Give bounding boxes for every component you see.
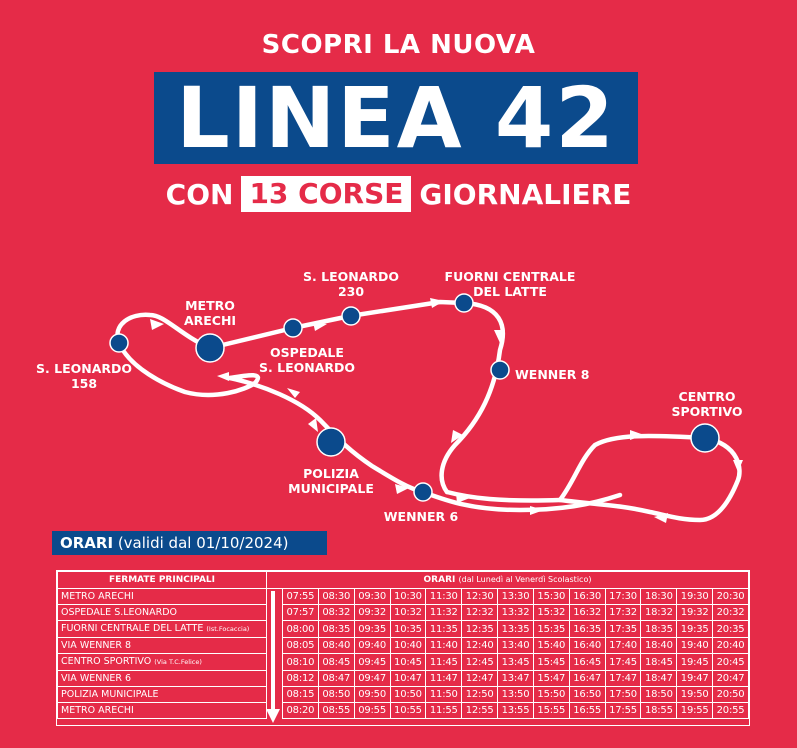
time-cell: 20:47	[713, 671, 749, 687]
arrow-14	[217, 372, 229, 381]
schedule-banner-validity: (validi dal 01/10/2024)	[117, 534, 289, 552]
time-cell: 19:30	[677, 589, 713, 605]
time-cell: 13:50	[498, 687, 534, 703]
stop-label-ospedale: OSPEDALE S. LEONARDO	[259, 345, 355, 375]
time-cell: 20:55	[713, 703, 749, 719]
stop-name: OSPEDALE S.LEONARDO	[61, 607, 178, 618]
time-cell: 19:55	[677, 703, 713, 719]
time-cell: 16:30	[569, 589, 605, 605]
time-cell: 13:35	[498, 621, 534, 638]
stop-label-metro-arechi: METRO ARECHI	[183, 298, 237, 328]
time-cell: 08:50	[318, 687, 354, 703]
stop-dot-metro-arechi	[196, 334, 224, 362]
time-cell: 12:30	[462, 589, 498, 605]
stop-label-wenner-6: WENNER 6	[383, 509, 459, 524]
stop-name: METRO ARECHI	[61, 591, 134, 602]
stop-dot-san-leonardo-158	[110, 334, 128, 352]
time-cell: 16:40	[569, 638, 605, 654]
subtitle-post: GIORNALIERE	[419, 177, 632, 211]
table-row	[58, 605, 749, 621]
header-times-label: ORARI	[423, 575, 456, 585]
time-cell: 20:30	[713, 589, 749, 605]
subtitle-highlight: 13 CORSE	[241, 176, 411, 212]
time-cell: 20:45	[713, 654, 749, 671]
time-cell: 16:55	[569, 703, 605, 719]
time-cell: 17:32	[605, 605, 641, 621]
page-title: LINEA 42	[176, 69, 616, 167]
stop-label-san-leonardo-230: S. LEONARDO 230	[303, 269, 399, 299]
time-cell: 15:47	[533, 671, 569, 687]
time-cell: 12:40	[462, 638, 498, 654]
time-cell: 08:45	[318, 654, 354, 671]
time-cell: 08:05	[283, 638, 319, 654]
time-cell: 15:55	[533, 703, 569, 719]
stop-name: CENTRO SPORTIVO	[61, 656, 152, 667]
time-cell: 10:45	[390, 654, 426, 671]
stop-dot-ospedale	[284, 319, 302, 337]
timetable	[56, 570, 750, 726]
time-cell: 09:50	[354, 687, 390, 703]
stop-name: POLIZIA MUNICIPALE	[61, 689, 159, 700]
stop-name-cell	[58, 589, 267, 605]
time-cell: 09:40	[354, 638, 390, 654]
time-cell: 08:10	[283, 654, 319, 671]
time-cell: 12:47	[462, 671, 498, 687]
stop-note: (Via T.C.Felice)	[154, 658, 202, 666]
timetable-table	[57, 571, 749, 719]
time-cell: 08:30	[318, 589, 354, 605]
time-cell: 11:47	[426, 671, 462, 687]
arrow-7	[308, 418, 318, 432]
time-cell: 20:40	[713, 638, 749, 654]
time-cell: 15:30	[533, 589, 569, 605]
time-cell: 08:47	[318, 671, 354, 687]
header-stops: FERMATE PRINCIPALI	[58, 572, 267, 589]
time-cell: 15:45	[533, 654, 569, 671]
time-cell: 19:35	[677, 621, 713, 638]
down-arrow-icon	[265, 591, 281, 725]
time-cell: 17:35	[605, 621, 641, 638]
time-cell: 10:47	[390, 671, 426, 687]
time-cell: 09:55	[354, 703, 390, 719]
time-cell: 10:55	[390, 703, 426, 719]
stop-label-centro-sportivo: CENTRO SPORTIVO	[671, 389, 743, 419]
timetable-body	[58, 589, 749, 719]
header-times	[267, 572, 749, 589]
stop-label-san-leonardo-158: S. LEONARDO 158	[36, 361, 132, 391]
time-cell: 11:50	[426, 687, 462, 703]
time-cell: 17:30	[605, 589, 641, 605]
table-row	[58, 589, 749, 605]
schedule-banner	[52, 531, 327, 555]
time-cell: 17:40	[605, 638, 641, 654]
time-cell: 08:20	[283, 703, 319, 719]
time-cell: 12:45	[462, 654, 498, 671]
time-cell: 13:40	[498, 638, 534, 654]
time-cell: 15:35	[533, 621, 569, 638]
time-cell: 16:32	[569, 605, 605, 621]
time-cell: 20:50	[713, 687, 749, 703]
stop-name-cell	[58, 621, 267, 638]
time-cell: 12:35	[462, 621, 498, 638]
table-row	[58, 671, 749, 687]
time-cell: 10:50	[390, 687, 426, 703]
time-cell: 09:32	[354, 605, 390, 621]
stop-dot-polizia	[317, 428, 345, 456]
stop-name: FUORNI CENTRALE DEL LATTE	[61, 623, 204, 634]
table-row	[58, 687, 749, 703]
time-cell: 11:35	[426, 621, 462, 638]
table-row	[58, 638, 749, 654]
stop-name-cell	[58, 654, 267, 671]
time-cell: 07:55	[283, 589, 319, 605]
time-cell: 18:55	[641, 703, 677, 719]
time-cell: 10:40	[390, 638, 426, 654]
time-cell: 18:35	[641, 621, 677, 638]
time-cell: 09:47	[354, 671, 390, 687]
stop-label-polizia: POLIZIA MUNICIPALE	[288, 466, 374, 496]
stop-name-cell	[58, 687, 267, 703]
time-cell: 13:30	[498, 589, 534, 605]
time-cell: 17:47	[605, 671, 641, 687]
stop-name: VIA WENNER 6	[61, 673, 132, 684]
table-row	[58, 654, 749, 671]
header-times-note: (dal Lunedì al Venerdì Scolastico)	[458, 575, 592, 584]
stop-dot-centro-sportivo	[691, 424, 719, 452]
stop-dot-san-leonardo-230	[342, 307, 360, 325]
time-cell: 20:32	[713, 605, 749, 621]
table-row	[58, 703, 749, 719]
time-cell: 08:15	[283, 687, 319, 703]
time-cell: 10:35	[390, 621, 426, 638]
schedule-banner-bold: ORARI	[60, 534, 114, 552]
time-cell: 17:50	[605, 687, 641, 703]
time-cell: 09:45	[354, 654, 390, 671]
time-cell: 19:45	[677, 654, 713, 671]
stop-name-cell	[58, 703, 267, 719]
time-cell: 08:32	[318, 605, 354, 621]
time-cell: 10:30	[390, 589, 426, 605]
time-cell: 13:55	[498, 703, 534, 719]
time-cell: 15:50	[533, 687, 569, 703]
stop-label-fuorni: FUORNI CENTRALE DEL LATTE	[444, 269, 576, 299]
time-cell: 11:40	[426, 638, 462, 654]
stop-label-wenner-8: WENNER 8	[515, 367, 590, 382]
time-cell: 11:45	[426, 654, 462, 671]
time-cell: 15:40	[533, 638, 569, 654]
time-cell: 10:32	[390, 605, 426, 621]
time-cell: 17:55	[605, 703, 641, 719]
time-cell: 20:35	[713, 621, 749, 638]
time-cell: 08:55	[318, 703, 354, 719]
time-cell: 16:45	[569, 654, 605, 671]
time-cell: 13:32	[498, 605, 534, 621]
time-cell: 13:45	[498, 654, 534, 671]
time-cell: 17:45	[605, 654, 641, 671]
time-cell: 15:32	[533, 605, 569, 621]
time-cell: 11:55	[426, 703, 462, 719]
subtitle-pre: CON	[165, 177, 234, 211]
time-cell: 12:50	[462, 687, 498, 703]
time-cell: 09:30	[354, 589, 390, 605]
time-cell: 09:35	[354, 621, 390, 638]
time-cell: 11:32	[426, 605, 462, 621]
time-cell: 08:12	[283, 671, 319, 687]
intro-text: SCOPRI LA NUOVA	[261, 30, 536, 60]
time-cell: 11:30	[426, 589, 462, 605]
time-cell: 08:35	[318, 621, 354, 638]
time-cell: 18:47	[641, 671, 677, 687]
time-cell: 13:47	[498, 671, 534, 687]
table-row	[58, 621, 749, 638]
stop-name: METRO ARECHI	[61, 705, 134, 716]
stop-name-cell	[58, 638, 267, 654]
time-cell: 18:30	[641, 589, 677, 605]
time-cell: 19:40	[677, 638, 713, 654]
time-cell: 12:32	[462, 605, 498, 621]
time-cell: 19:32	[677, 605, 713, 621]
time-cell: 16:50	[569, 687, 605, 703]
time-cell: 16:47	[569, 671, 605, 687]
time-cell: 12:55	[462, 703, 498, 719]
stop-dot-wenner-8	[491, 361, 509, 379]
stop-name-cell	[58, 605, 267, 621]
stop-name: VIA WENNER 8	[61, 640, 132, 651]
time-cell: 18:32	[641, 605, 677, 621]
time-cell: 18:50	[641, 687, 677, 703]
stop-name-cell	[58, 671, 267, 687]
timetable-header-row	[58, 572, 749, 589]
arrow-11	[630, 430, 644, 440]
time-cell: 08:40	[318, 638, 354, 654]
time-cell: 19:50	[677, 687, 713, 703]
stop-note: (Ist.Focaccia)	[206, 625, 250, 633]
time-cell: 18:40	[641, 638, 677, 654]
stop-dot-wenner-6	[414, 483, 432, 501]
time-cell: 16:35	[569, 621, 605, 638]
time-cell: 18:45	[641, 654, 677, 671]
time-cell: 19:47	[677, 671, 713, 687]
time-cell: 07:57	[283, 605, 319, 621]
time-cell: 08:00	[283, 621, 319, 638]
